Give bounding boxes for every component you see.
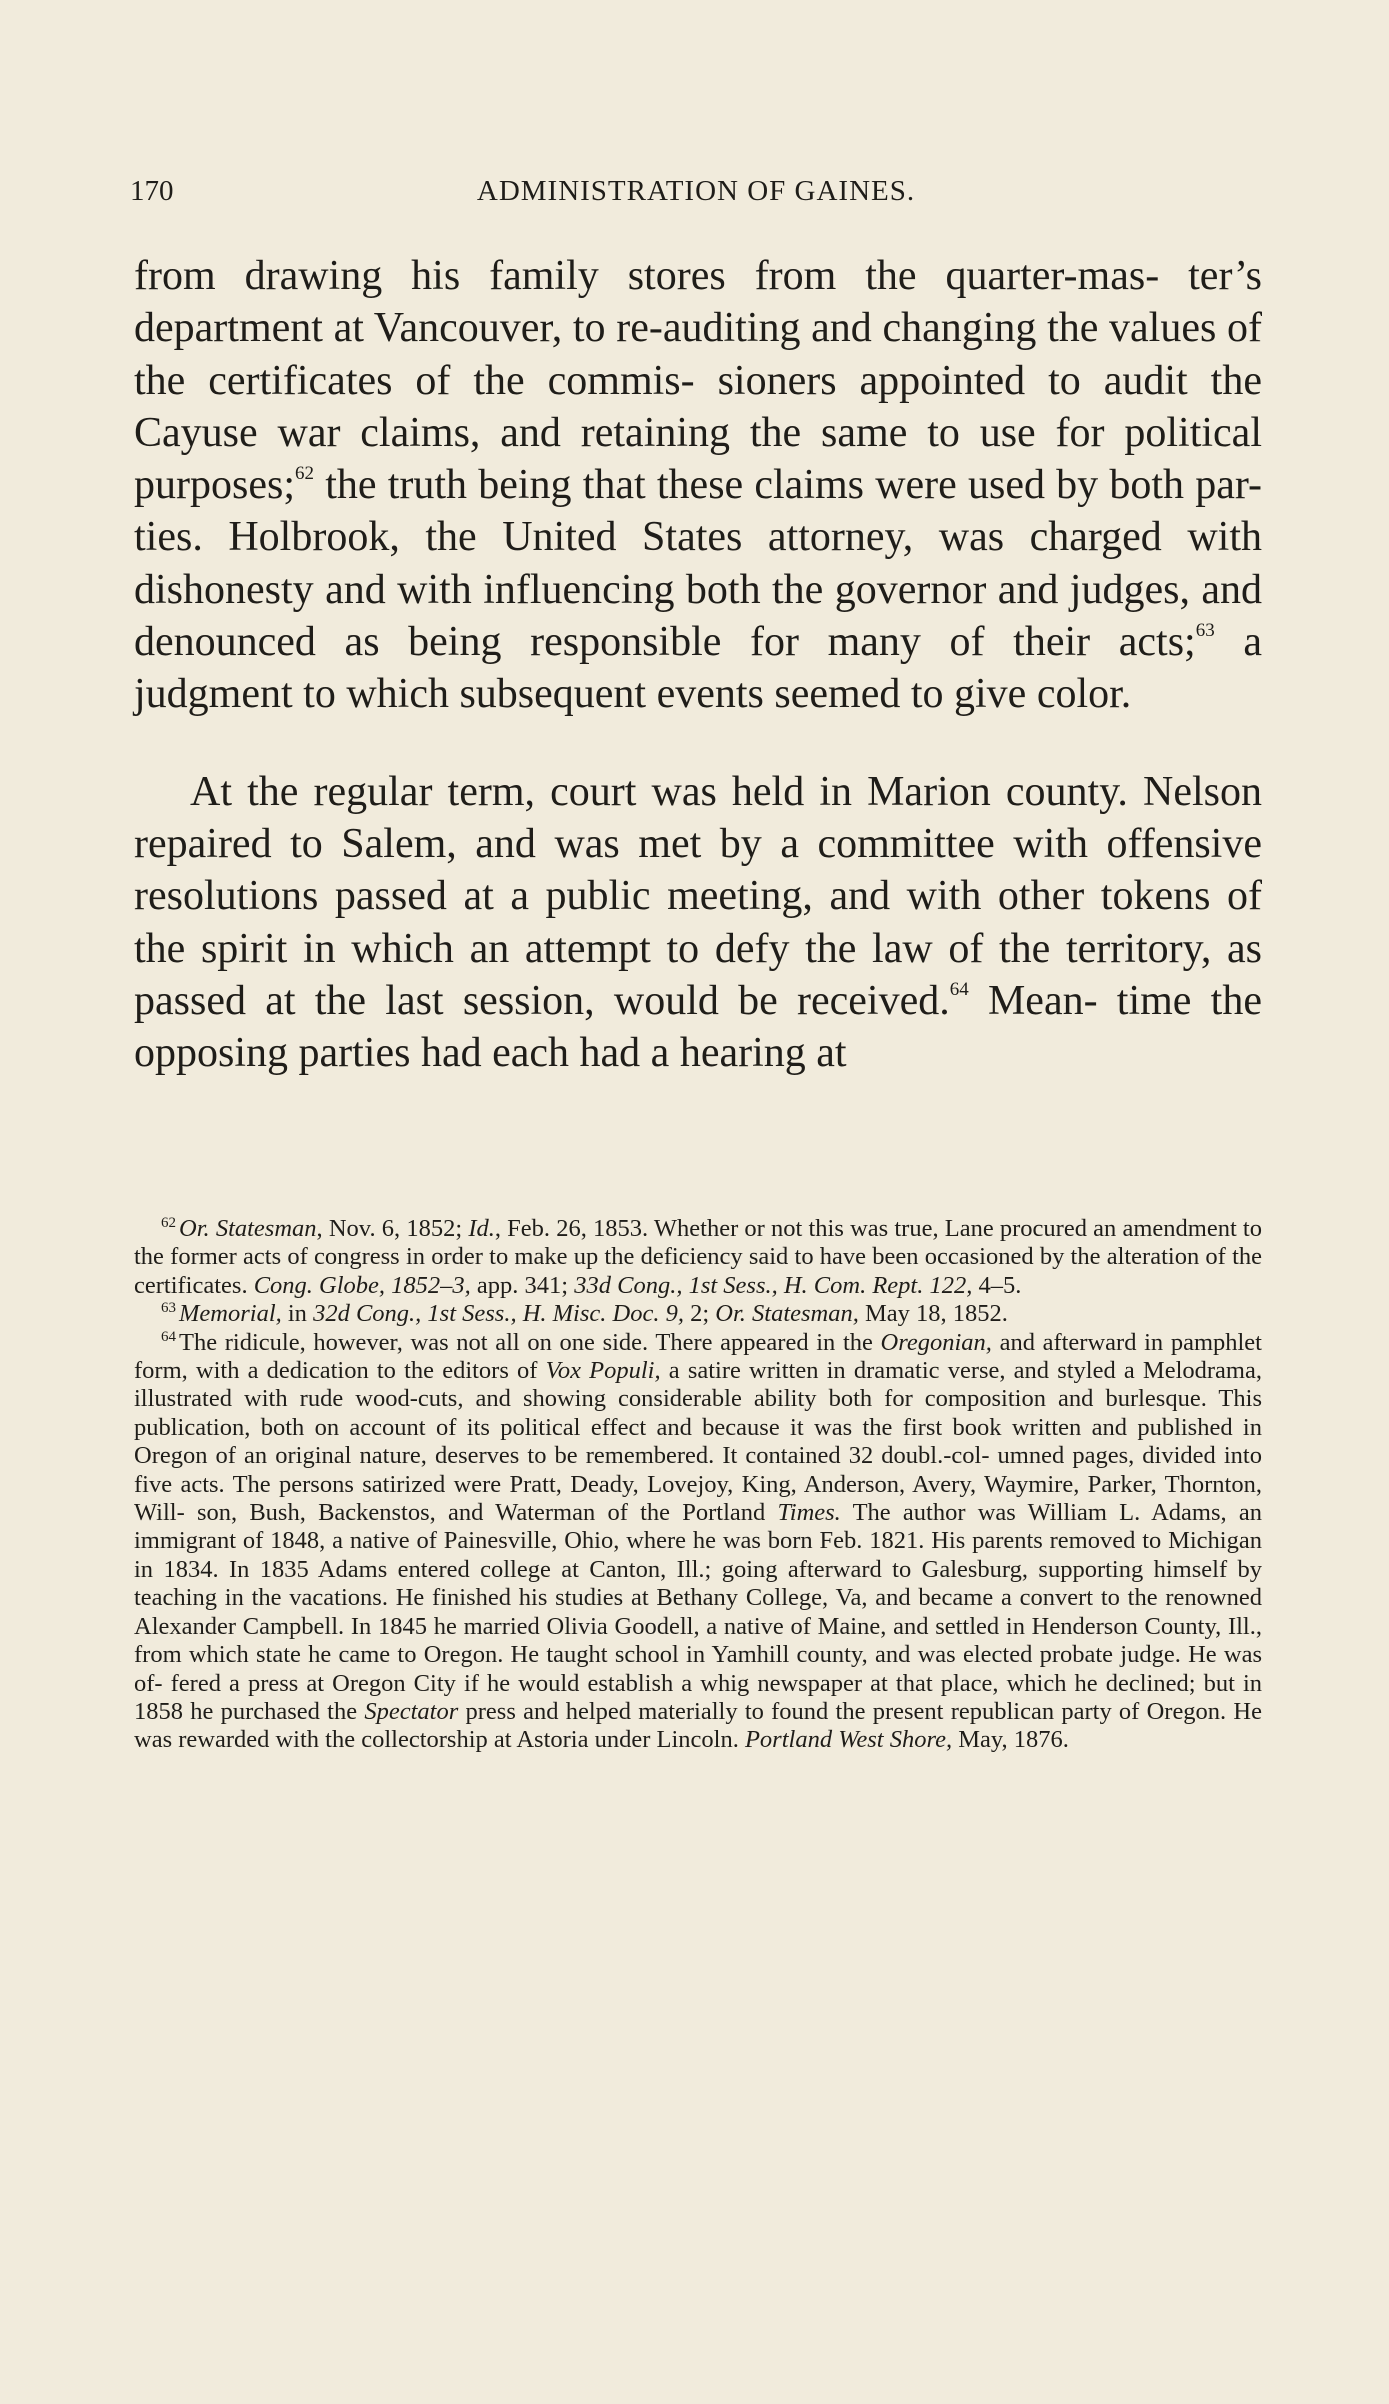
citation: Or. Statesman [179,1215,317,1242]
text-span: the truth being that these claims were used by both par- ties. Holbrook, the United States attorney, was charged with dishonesty and with influencing both the governor and judges, and denounced as being responsible for many of their acts; [134,462,1262,666]
paragraph-1 [134,250,1262,721]
footnotes [134,1215,1262,1755]
text-span: from drawing his family stores from the quarter-mas- ter’s department at Vancouver, to re-auditing and changing the values of the certificates of the commis- sioners appointed to audit the Cayuse war claims, and retaining the same to use for political purposes; [134,253,1262,509]
footnote-ref-62: 62 [295,463,314,485]
text-span: The ridicule, however, was not all on one side. There appeared in the [179,1328,881,1356]
citation: Or. Statesman, [715,1300,859,1328]
text-span: Mean- time the opposing parties had each had a hearing at [134,977,1262,1077]
page-number: 170 [130,175,174,207]
footnote-62 [134,1215,1262,1300]
citation: Portland West Shore, [744,1726,953,1754]
text-span: 4–5. [972,1271,1022,1299]
citation: Id. [468,1215,495,1242]
footnote-number: 62 [161,1215,176,1231]
footnote-ref-63: 63 [1195,620,1215,642]
footnote-64 [134,1329,1262,1755]
footnote-number: 64 [161,1328,176,1345]
paragraph-2 [134,766,1262,1080]
footnote-ref-64: 64 [949,978,969,1000]
footnote-number: 63 [161,1300,176,1317]
text-span: , Nov. 6, 1852; [316,1215,469,1242]
text-span: in [281,1300,314,1328]
text-span: a judgment to which subsequent events seemed to give color. [134,619,1262,718]
text-span: a satire written in dramatic verse, and styled a Melodrama, illustrated with rude wood-cuts, and showing considerable ability both for composition and burlesque. This publication, both on account of its political effect and because it was the first book written and published in Oregon of an original nature, deserves to be remembered. It contained 32 doubl.-col- umned pages, divided into five acts. The persons satirized were Pratt, Deady, Lovejoy, King, Anderson, Avery, Waymire, Parker, Thornton, Will- son, Bush, Backenstos, and Waterman of the Portland [134,1357,1262,1527]
text-span: At the regular term, court was held in Marion county. Nelson repaired to Salem, and was met by a committee with offensive resolutions passed at a public meeting, and with other tokens of the spirit in which an attempt to defy the law of the territory, as passed at the last session, would be received. [134,768,1262,1024]
citation: Vox Populi, [545,1357,661,1385]
citation: 32d Cong., 1st Sess., H. Misc. Doc. 9, [313,1300,684,1328]
main-text [134,250,1262,1079]
text-span: May, 1876. [952,1726,1069,1754]
text-span: press and helped materially to found the present republican party of Oregon. He was rewarded with the collectorship at Astoria under Lincoln. [134,1697,1262,1754]
citation: Spectator [364,1697,459,1725]
citation: Times. [777,1499,841,1527]
citation: Memorial, [179,1300,282,1328]
citation: Oregonian, [880,1328,992,1356]
text-span: 2; [683,1300,716,1328]
text-span: May 18, 1852. [858,1300,1008,1328]
footnote-63 [134,1300,1262,1328]
citation: 33d Cong., 1st Sess., H. Com. Rept. 122, [574,1271,973,1299]
text-span: The author was William L. Adams, an immigrant of 1848, a native of Painesville, Ohio, where he was born Feb. 1821. His parents removed to Michigan in 1834. In 1835 Adams entered college at Canton, Ill.; going afterward to Galesburg, supporting himself by teaching in the vacations. He finished his studies at Bethany College, Va, and became a convert to the renowned Alexander Campbell. In 1845 he married Olivia Goodell, a native of Maine, and settled in Henderson County, Ill., from which state he came to Oregon. He taught school in Yamhill county, and was elected probate judge. He was of- fered a press at Oregon City if he would establish a whig newspaper at that place, which he declined; but in 1858 he purchased the [134,1499,1262,1725]
text-span: , Feb. 26, 1853. Whether or not this was true, Lane procured an amendment to the former acts of congress in order to make up the deficiency said to have been occasioned by the alteration of the certificates. [134,1215,1262,1299]
citation: Cong. Globe, 1852–3, [253,1271,471,1299]
text-span: and afterward in pamphlet form, with a dedication to the editors of [134,1328,1262,1385]
running-head: ADMINISTRATION OF GAINES. [476,175,916,207]
page-header [130,175,1262,215]
text-span: app. 341; [470,1271,575,1299]
